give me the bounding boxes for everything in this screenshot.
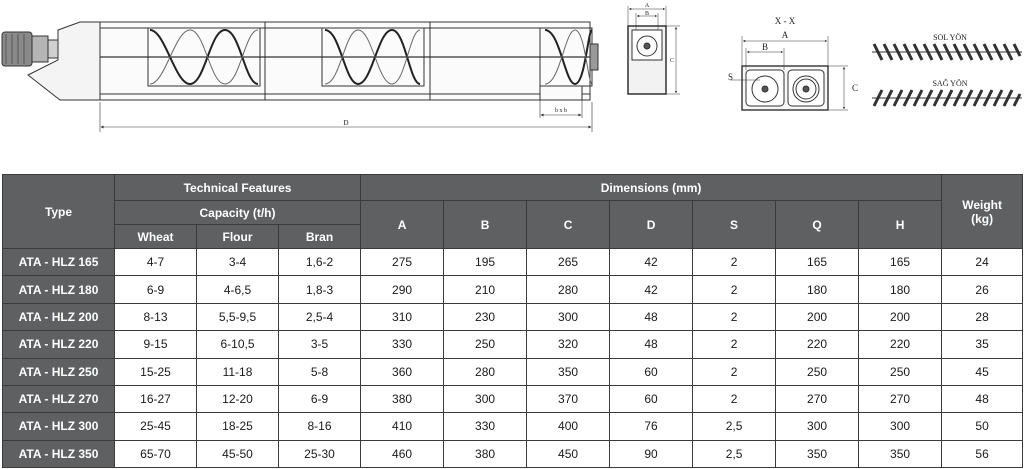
table-cell: 450: [527, 440, 610, 467]
table-cell: 275: [361, 249, 444, 276]
header-dim-h: H: [859, 201, 942, 249]
table-cell: 410: [361, 413, 444, 440]
table-row: [3, 440, 1023, 467]
section-s-label: S: [728, 72, 734, 82]
type-cell: ATA - HLZ 165: [3, 249, 115, 276]
table-cell: 165: [859, 249, 942, 276]
table-cell: 65-70: [115, 440, 197, 467]
header-capacity: Capacity (t/h): [115, 201, 361, 225]
table-cell: 380: [361, 385, 444, 412]
table-cell: 220: [776, 331, 859, 358]
table-cell: 2,5: [693, 440, 776, 467]
table-cell: 2,5: [693, 413, 776, 440]
table-cell: 290: [361, 276, 444, 303]
table-cell: 42: [610, 276, 693, 303]
section-view: [730, 36, 848, 110]
table-cell: 4-6,5: [197, 276, 279, 303]
table-cell: 6-10,5: [197, 331, 279, 358]
header-wheat: Wheat: [115, 225, 197, 249]
table-cell: 5-8: [279, 358, 361, 385]
spiral-right-label: SAĞ YÖN: [932, 79, 968, 88]
header-dimensions: Dimensions (mm): [361, 175, 942, 201]
table-cell: 380: [444, 440, 527, 467]
table-cell: 6-9: [115, 276, 197, 303]
table-cell: 48: [610, 303, 693, 330]
table-cell: 3-5: [279, 331, 361, 358]
table-cell: 35: [942, 331, 1023, 358]
table-cell: 26: [942, 276, 1023, 303]
table-row: [3, 303, 1023, 330]
table-cell: 270: [859, 385, 942, 412]
motor-icon: [2, 32, 58, 66]
table-cell: 18-25: [197, 413, 279, 440]
table-cell: 28: [942, 303, 1023, 330]
table-cell: 48: [610, 331, 693, 358]
table-cell: 370: [527, 385, 610, 412]
table-cell: 320: [527, 331, 610, 358]
table-cell: 3-4: [197, 249, 279, 276]
dimension-bxb-label: b x b: [555, 108, 567, 114]
table-cell: 56: [942, 440, 1023, 467]
table-row: [3, 413, 1023, 440]
table-cell: 265: [527, 249, 610, 276]
table-cell: 180: [776, 276, 859, 303]
table-cell: 12-20: [197, 385, 279, 412]
header-weight-unit: (kg): [971, 211, 994, 226]
table-cell: 280: [527, 276, 610, 303]
conveyor-side-view: [2, 22, 598, 132]
table-cell: 45-50: [197, 440, 279, 467]
type-cell: ATA - HLZ 270: [3, 385, 115, 412]
table-body: [3, 249, 1023, 468]
table-cell: 460: [361, 440, 444, 467]
table-cell: 200: [859, 303, 942, 330]
table-cell: 2: [693, 331, 776, 358]
table-cell: 1,6-2: [279, 249, 361, 276]
spiral-left-label: SOL YÖN: [933, 33, 967, 42]
table-cell: 8-16: [279, 413, 361, 440]
table-cell: 60: [610, 358, 693, 385]
header-type: Type: [3, 175, 115, 249]
table-cell: 230: [444, 303, 527, 330]
table-cell: 50: [942, 413, 1023, 440]
dimension-d-label: D: [343, 119, 349, 127]
table-cell: 200: [776, 303, 859, 330]
table-cell: 350: [776, 440, 859, 467]
table-cell: 4-7: [115, 249, 197, 276]
table-cell: 2: [693, 276, 776, 303]
table-row: [3, 276, 1023, 303]
specifications-table: [2, 174, 1023, 468]
table-cell: 25-45: [115, 413, 197, 440]
header-technical-features: Technical Features: [115, 175, 361, 201]
table-cell: 60: [610, 385, 693, 412]
table-cell: 210: [444, 276, 527, 303]
type-cell: ATA - HLZ 180: [3, 276, 115, 303]
table-row: [3, 358, 1023, 385]
table-cell: 250: [776, 358, 859, 385]
table-cell: 16-27: [115, 385, 197, 412]
table-cell: 2: [693, 385, 776, 412]
table-cell: 25-30: [279, 440, 361, 467]
table-cell: 1,8-3: [279, 276, 361, 303]
table-cell: 165: [776, 249, 859, 276]
technical-drawing: [0, 0, 1024, 170]
header-dim-s: S: [693, 201, 776, 249]
type-cell: ATA - HLZ 350: [3, 440, 115, 467]
table-cell: 48: [942, 385, 1023, 412]
table-cell: 9-15: [115, 331, 197, 358]
table-cell: 2: [693, 249, 776, 276]
table-cell: 195: [444, 249, 527, 276]
section-a-label: A: [781, 30, 789, 40]
table-cell: 250: [859, 358, 942, 385]
table-cell: 300: [527, 303, 610, 330]
table-cell: 90: [610, 440, 693, 467]
section-title: X - X: [774, 16, 796, 26]
table-cell: 8-13: [115, 303, 197, 330]
table-cell: 300: [776, 413, 859, 440]
table-row: [3, 331, 1023, 358]
table-cell: 300: [859, 413, 942, 440]
table-cell: 250: [444, 331, 527, 358]
table-cell: 2: [693, 358, 776, 385]
header-dim-b: B: [444, 201, 527, 249]
header-weight: [942, 175, 1023, 249]
table-cell: 15-25: [115, 358, 197, 385]
table-cell: 270: [776, 385, 859, 412]
table-cell: 350: [527, 358, 610, 385]
section-c-label: C: [852, 83, 859, 93]
table-cell: 42: [610, 249, 693, 276]
end-view-b-label: B: [644, 11, 650, 17]
table-cell: 2: [693, 303, 776, 330]
table-cell: 24: [942, 249, 1023, 276]
table-cell: 280: [444, 358, 527, 385]
header-dim-d: D: [610, 201, 693, 249]
table-cell: 400: [527, 413, 610, 440]
table-row: [3, 249, 1023, 276]
table-cell: 330: [361, 331, 444, 358]
type-cell: ATA - HLZ 220: [3, 331, 115, 358]
end-view: [628, 6, 680, 94]
header-dim-c: C: [527, 201, 610, 249]
type-cell: ATA - HLZ 250: [3, 358, 115, 385]
table-cell: 11-18: [197, 358, 279, 385]
table-cell: 2,5-4: [279, 303, 361, 330]
type-cell: ATA - HLZ 300: [3, 413, 115, 440]
end-view-c-label: C: [669, 58, 675, 64]
table-cell: 6-9: [279, 385, 361, 412]
table-header: [3, 175, 1023, 249]
table-cell: 180: [859, 276, 942, 303]
table-cell: 310: [361, 303, 444, 330]
table-row: [3, 385, 1023, 412]
end-view-a-label: A: [644, 3, 650, 9]
type-cell: ATA - HLZ 200: [3, 303, 115, 330]
header-weight-label: Weight: [962, 197, 1002, 212]
table-cell: 350: [859, 440, 942, 467]
header-dim-q: Q: [776, 201, 859, 249]
table-cell: 45: [942, 358, 1023, 385]
table-cell: 300: [444, 385, 527, 412]
table-cell: 220: [859, 331, 942, 358]
table-cell: 360: [361, 358, 444, 385]
spiral-direction-samples: [872, 44, 1022, 106]
header-dim-a: A: [361, 201, 444, 249]
section-b-label: B: [761, 42, 769, 52]
table-cell: 5,5-9,5: [197, 303, 279, 330]
header-bran: Bran: [279, 225, 361, 249]
table-cell: 76: [610, 413, 693, 440]
header-flour: Flour: [197, 225, 279, 249]
table-cell: 330: [444, 413, 527, 440]
